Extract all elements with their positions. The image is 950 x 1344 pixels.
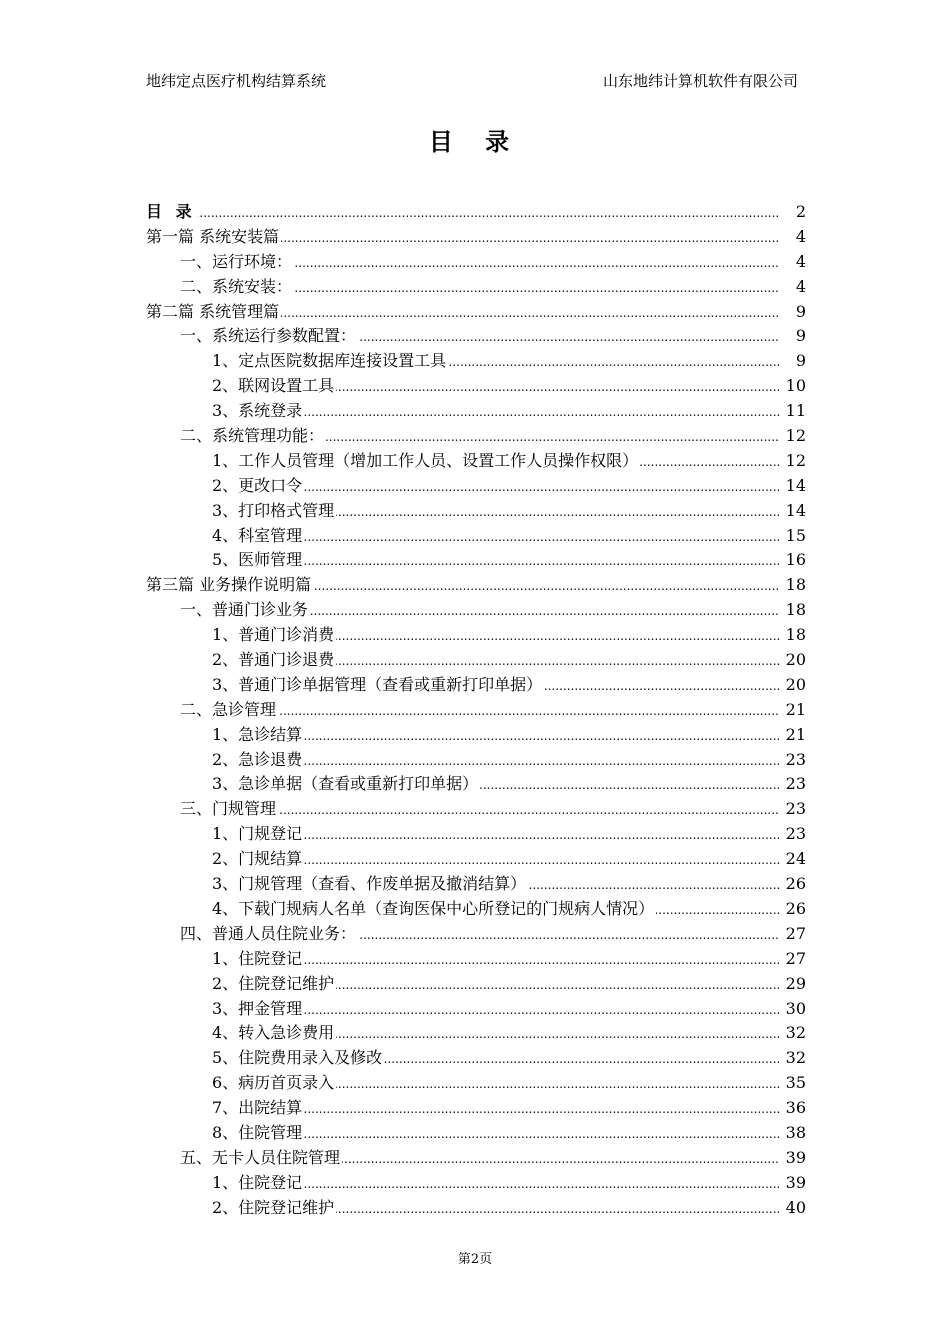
toc-entry-title: 二、系统安装：	[180, 275, 294, 300]
page-number-footer: 第2页	[457, 1252, 493, 1267]
table-of-contents	[146, 200, 806, 1221]
toc-entry-page: 2	[792, 200, 806, 225]
toc-entry-page: 20	[782, 673, 806, 698]
toc-entry[interactable]	[146, 200, 806, 225]
toc-entry[interactable]	[146, 1196, 806, 1221]
toc-entry-title: 5、医师管理	[212, 548, 304, 573]
toc-entry-page: 14	[782, 474, 806, 499]
toc-entry-title: 4、科室管理	[212, 524, 304, 549]
toc-entry-page: 35	[782, 1071, 806, 1096]
toc-entry-title: 二、急诊管理	[180, 698, 278, 723]
toc-entry-page: 30	[782, 997, 806, 1022]
toc-entry-page: 23	[782, 748, 806, 773]
toc-entry-page: 11	[782, 399, 806, 424]
toc-entry-page: 15	[782, 524, 806, 549]
toc-entry-title: 2、更改口令	[212, 474, 304, 499]
toc-entry[interactable]	[146, 1046, 806, 1071]
toc-entry[interactable]	[146, 797, 806, 822]
toc-entry-title: 2、住院登记维护	[212, 972, 336, 997]
toc-entry-page: 9	[792, 349, 806, 374]
toc-entry-title: 2、住院登记维护	[212, 1196, 336, 1221]
toc-entry-title: 3、急诊单据（查看或重新打印单据）	[212, 772, 480, 797]
toc-entry[interactable]	[146, 499, 806, 524]
toc-entry-title: 第二篇 系统管理篇	[146, 300, 281, 325]
toc-entry[interactable]	[146, 548, 806, 573]
toc-entry-title: 二、系统管理功能：	[180, 424, 326, 449]
toc-entry[interactable]	[146, 573, 806, 598]
toc-entry-title: 目 录	[146, 200, 198, 225]
header-company-name: 山东地纬计算机软件有限公司	[602, 72, 798, 90]
toc-entry-page: 20	[782, 648, 806, 673]
toc-entry-title: 2、急诊退费	[212, 748, 304, 773]
toc-entry[interactable]	[146, 772, 806, 797]
toc-entry[interactable]	[146, 474, 806, 499]
toc-entry[interactable]	[146, 349, 806, 374]
toc-entry-title: 三、门规管理	[180, 797, 278, 822]
toc-entry-page: 29	[782, 972, 806, 997]
toc-entry-title: 1、定点医院数据库连接设置工具	[212, 349, 448, 374]
toc-entry-page: 9	[792, 300, 806, 325]
toc-entry-title: 1、急诊结算	[212, 723, 304, 748]
toc-entry[interactable]	[146, 997, 806, 1022]
toc-entry-title: 6、病历首页录入	[212, 1071, 336, 1096]
toc-entry-title: 2、普通门诊退费	[212, 648, 336, 673]
toc-entry-title: 一、普通门诊业务	[180, 598, 310, 623]
toc-entry[interactable]	[146, 374, 806, 399]
toc-entry-page: 24	[782, 847, 806, 872]
toc-entry-title: 7、出院结算	[212, 1096, 304, 1121]
toc-entry[interactable]	[146, 1121, 806, 1146]
toc-entry[interactable]	[146, 623, 806, 648]
toc-entry-page: 10	[782, 374, 806, 399]
toc-entry-page: 32	[782, 1021, 806, 1046]
header-system-name: 地纬定点医疗机构结算系统	[146, 72, 327, 90]
toc-entry[interactable]	[146, 1071, 806, 1096]
toc-entry[interactable]	[146, 698, 806, 723]
toc-entry[interactable]	[146, 922, 806, 947]
toc-entry-title: 第三篇 业务操作说明篇	[146, 573, 313, 598]
toc-entry[interactable]	[146, 324, 806, 349]
toc-entry[interactable]	[146, 399, 806, 424]
toc-entry[interactable]	[146, 1021, 806, 1046]
toc-entry[interactable]	[146, 947, 806, 972]
toc-entry-page: 23	[782, 797, 806, 822]
toc-entry[interactable]	[146, 225, 806, 250]
toc-entry-page: 39	[782, 1171, 806, 1196]
toc-entry-page: 12	[782, 424, 806, 449]
page-header	[146, 70, 798, 92]
toc-entry-title: 四、普通人员住院业务：	[180, 922, 358, 947]
toc-entry[interactable]	[146, 1146, 806, 1171]
toc-entry[interactable]	[146, 822, 806, 847]
toc-entry-title: 1、住院登记	[212, 1171, 304, 1196]
toc-entry[interactable]	[146, 897, 806, 922]
toc-entry-page: 18	[782, 598, 806, 623]
toc-entry-page: 4	[792, 225, 806, 250]
toc-entry-title: 2、联网设置工具	[212, 374, 336, 399]
toc-entry-title: 一、运行环境：	[180, 250, 294, 275]
toc-entry-page: 4	[792, 275, 806, 300]
toc-entry-title: 5、住院费用录入及修改	[212, 1046, 384, 1071]
toc-entry-title: 五、无卡人员住院管理	[180, 1146, 342, 1171]
toc-entry[interactable]	[146, 1171, 806, 1196]
toc-entry-page: 12	[782, 449, 806, 474]
toc-entry-title: 4、下载门规病人名单（查询医保中心所登记的门规病人情况）	[212, 897, 656, 922]
toc-entry-page: 21	[782, 723, 806, 748]
toc-entry-page: 38	[782, 1121, 806, 1146]
toc-entry-title: 8、住院管理	[212, 1121, 304, 1146]
toc-entry-title: 1、住院登记	[212, 947, 304, 972]
toc-entry-page: 27	[782, 922, 806, 947]
toc-entry-title: 第一篇 系统安装篇	[146, 225, 281, 250]
toc-entry-page: 14	[782, 499, 806, 524]
toc-entry-page: 18	[782, 623, 806, 648]
toc-entry-page: 23	[782, 822, 806, 847]
toc-entry[interactable]	[146, 872, 806, 897]
toc-entry-page: 40	[782, 1196, 806, 1221]
toc-entry-title: 1、门规登记	[212, 822, 304, 847]
toc-entry-title: 3、系统登录	[212, 399, 304, 424]
toc-entry-title: 3、打印格式管理	[212, 499, 336, 524]
toc-entry[interactable]	[146, 748, 806, 773]
toc-entry-page: 26	[782, 897, 806, 922]
toc-entry[interactable]	[146, 598, 806, 623]
toc-entry-title: 3、普通门诊单据管理（查看或重新打印单据）	[212, 673, 544, 698]
toc-entry-title: 4、转入急诊费用	[212, 1021, 336, 1046]
toc-entry-page: 4	[792, 250, 806, 275]
toc-entry-page: 36	[782, 1096, 806, 1121]
toc-entry[interactable]	[146, 1096, 806, 1121]
toc-entry[interactable]	[146, 250, 806, 275]
toc-entry[interactable]	[146, 673, 806, 698]
toc-entry[interactable]	[146, 524, 806, 549]
toc-entry-page: 27	[782, 947, 806, 972]
toc-entry-title: 2、门规结算	[212, 847, 304, 872]
toc-entry-title: 3、门规管理（查看、作废单据及撤消结算）	[212, 872, 528, 897]
toc-entry-title: 1、普通门诊消费	[212, 623, 336, 648]
toc-entry-page: 26	[782, 872, 806, 897]
toc-entry-title: 一、系统运行参数配置：	[180, 324, 358, 349]
toc-entry[interactable]	[146, 972, 806, 997]
toc-entry-page: 23	[782, 772, 806, 797]
toc-entry-page: 18	[782, 573, 806, 598]
toc-entry-page: 39	[782, 1146, 806, 1171]
toc-entry-page: 21	[782, 698, 806, 723]
toc-entry[interactable]	[146, 449, 806, 474]
toc-entry[interactable]	[146, 300, 806, 325]
toc-entry[interactable]	[146, 275, 806, 300]
toc-entry[interactable]	[146, 723, 806, 748]
document-title: 目 录	[428, 127, 522, 156]
toc-entry[interactable]	[146, 424, 806, 449]
toc-entry[interactable]	[146, 648, 806, 673]
toc-entry[interactable]	[146, 847, 806, 872]
toc-entry-title: 3、押金管理	[212, 997, 304, 1022]
toc-entry-page: 16	[782, 548, 806, 573]
toc-entry-title: 1、工作人员管理（增加工作人员、设置工作人员操作权限）	[212, 449, 640, 474]
toc-entry-page: 32	[782, 1046, 806, 1071]
toc-entry-page: 9	[792, 324, 806, 349]
toc-dot-leader	[146, 200, 780, 226]
